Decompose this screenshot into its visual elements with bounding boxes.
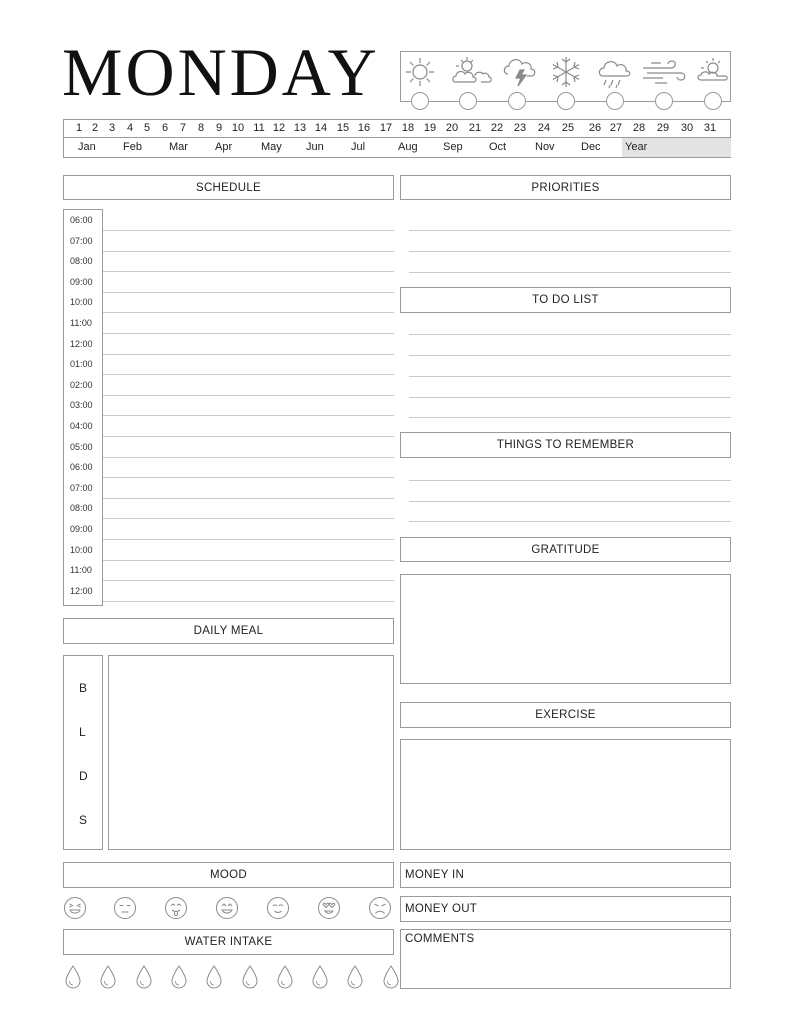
weather-checkbox[interactable] — [655, 92, 673, 110]
schedule-slot-line[interactable] — [103, 230, 394, 231]
month-option[interactable]: Jan — [78, 141, 96, 153]
schedule-slot-line[interactable] — [103, 271, 394, 272]
schedule-slot-line[interactable] — [103, 498, 394, 499]
todo-line[interactable] — [409, 355, 731, 356]
schedule-header: SCHEDULE — [63, 175, 394, 200]
todo-line[interactable] — [409, 417, 731, 418]
snowflake-icon — [548, 54, 584, 90]
schedule-slot-line[interactable] — [103, 436, 394, 437]
day-option[interactable]: 30 — [680, 122, 694, 134]
content-face-icon[interactable] — [266, 896, 290, 920]
water-drop-icon[interactable] — [64, 965, 82, 990]
weather-checkbox[interactable] — [606, 92, 624, 110]
day-option[interactable]: 31 — [703, 122, 717, 134]
meal-notes-box[interactable] — [108, 655, 394, 850]
month-option[interactable]: Dec — [581, 141, 601, 153]
day-selector — [63, 119, 731, 138]
month-option[interactable]: Jul — [351, 141, 366, 153]
day-option[interactable]: 20 — [445, 122, 459, 134]
schedule-time-label: 11:00 — [70, 318, 92, 328]
day-option[interactable]: 19 — [423, 122, 437, 134]
month-option[interactable]: Apr — [215, 141, 233, 153]
water-drop-icon[interactable] — [99, 965, 117, 990]
water-drop-icon[interactable] — [135, 965, 153, 990]
schedule-slot-line[interactable] — [103, 292, 394, 293]
meal-snack-label: S — [79, 813, 88, 827]
schedule-slot-line[interactable] — [103, 601, 394, 602]
schedule-time-label: 06:00 — [70, 215, 93, 225]
priority-line[interactable] — [409, 230, 731, 231]
day-option[interactable]: 29 — [656, 122, 670, 134]
schedule-slot-line[interactable] — [103, 312, 394, 313]
water-intake-header: WATER INTAKE — [63, 929, 394, 955]
remember-line[interactable] — [409, 480, 731, 481]
schedule-slot-line[interactable] — [103, 560, 394, 561]
gratitude-header: GRATITUDE — [400, 537, 731, 562]
mood-header: MOOD — [63, 862, 394, 888]
heart-eyes-face-icon[interactable] — [317, 896, 341, 920]
water-drop-icon[interactable] — [241, 965, 259, 990]
day-option[interactable]: 3 — [108, 122, 116, 134]
schedule-time-label: 10:00 — [70, 545, 93, 555]
schedule-slot-line[interactable] — [103, 333, 394, 334]
weather-checkbox[interactable] — [704, 92, 722, 110]
sun-behind-cloud-icon — [695, 54, 731, 90]
smiling-face-icon[interactable] — [215, 896, 239, 920]
weather-checkbox[interactable] — [411, 92, 429, 110]
water-drop-icon[interactable] — [276, 965, 294, 990]
month-option[interactable]: Mar — [169, 141, 188, 153]
annoyed-face-icon[interactable] — [113, 896, 137, 920]
schedule-time-label: 08:00 — [70, 256, 93, 266]
day-option[interactable]: 23 — [513, 122, 527, 134]
water-drop-icon[interactable] — [311, 965, 329, 990]
tongue-face-icon[interactable] — [164, 896, 188, 920]
money-out-field[interactable]: MONEY OUT — [400, 896, 731, 922]
todo-line[interactable] — [409, 334, 731, 335]
exercise-header: EXERCISE — [400, 702, 731, 728]
month-option[interactable]: Oct — [489, 141, 507, 153]
angry-face-icon[interactable] — [368, 896, 392, 920]
month-selector — [63, 138, 731, 158]
month-option[interactable]: May — [261, 141, 282, 153]
schedule-time-label: 12:00 — [70, 586, 93, 596]
day-option[interactable]: 17 — [379, 122, 393, 134]
schedule-slot-line[interactable] — [103, 539, 394, 540]
water-drop-icon[interactable] — [382, 965, 400, 990]
meal-breakfast-label: B — [79, 681, 88, 695]
schedule-time-label: 03:00 — [70, 400, 93, 410]
schedule-slot-line[interactable] — [103, 518, 394, 519]
schedule-time-label: 05:00 — [70, 442, 93, 452]
priorities-header: PRIORITIES — [400, 175, 731, 200]
year-label: Year — [625, 141, 648, 153]
day-option[interactable]: 28 — [632, 122, 646, 134]
schedule-time-label: 10:00 — [70, 297, 93, 307]
schedule-time-label: 02:00 — [70, 380, 93, 390]
gratitude-box[interactable] — [400, 574, 731, 684]
daily-meal-header: DAILY MEAL — [63, 618, 394, 644]
comments-box[interactable]: COMMENTS — [400, 929, 731, 989]
day-option[interactable]: 27 — [609, 122, 623, 134]
day-option[interactable]: 21 — [468, 122, 482, 134]
water-drop-icon[interactable] — [346, 965, 364, 990]
thunderstorm-icon — [501, 54, 537, 90]
schedule-time-label: 11:00 — [70, 565, 92, 575]
schedule-time-label: 07:00 — [70, 483, 93, 493]
schedule-time-label: 06:00 — [70, 462, 93, 472]
schedule-slot-line[interactable] — [103, 415, 394, 416]
schedule-slot-line[interactable] — [103, 354, 394, 355]
day-option[interactable]: 18 — [401, 122, 415, 134]
month-option[interactable]: Feb — [123, 141, 142, 153]
weather-checkbox[interactable] — [557, 92, 575, 110]
priority-line[interactable] — [409, 272, 731, 273]
day-option[interactable]: 12 — [272, 122, 286, 134]
day-option[interactable]: 1 — [75, 122, 83, 134]
remember-header: THINGS TO REMEMBER — [400, 432, 731, 458]
day-option[interactable]: 11 — [253, 122, 265, 134]
weather-checkbox[interactable] — [508, 92, 526, 110]
year-field[interactable] — [622, 138, 731, 157]
todo-line[interactable] — [409, 397, 731, 398]
day-option[interactable]: 13 — [293, 122, 307, 134]
day-option[interactable]: 16 — [357, 122, 371, 134]
day-option[interactable]: 10 — [231, 122, 245, 134]
wind-icon — [641, 54, 687, 90]
schedule-slot-line[interactable] — [103, 580, 394, 581]
day-option[interactable]: 25 — [561, 122, 575, 134]
schedule-slot-line[interactable] — [103, 374, 394, 375]
day-option[interactable]: 15 — [336, 122, 350, 134]
todo-line[interactable] — [409, 376, 731, 377]
rain-cloud-icon — [596, 54, 632, 90]
sun-icon — [402, 54, 438, 90]
meal-lunch-label: L — [79, 725, 86, 739]
remember-line[interactable] — [409, 521, 731, 522]
meal-dinner-label: D — [79, 769, 88, 783]
weather-checkbox[interactable] — [459, 92, 477, 110]
schedule-time-label: 09:00 — [70, 524, 93, 534]
exercise-box[interactable] — [400, 739, 731, 850]
schedule-time-label: 04:00 — [70, 421, 93, 431]
remember-line[interactable] — [409, 501, 731, 502]
month-option[interactable]: Sep — [443, 141, 463, 153]
day-option[interactable]: 24 — [537, 122, 551, 134]
todo-header: TO DO LIST — [400, 287, 731, 313]
day-option[interactable]: 4 — [126, 122, 134, 134]
day-option[interactable]: 26 — [588, 122, 602, 134]
money-in-field[interactable]: MONEY IN — [400, 862, 731, 888]
schedule-time-label: 09:00 — [70, 277, 93, 287]
schedule-time-label: 01:00 — [70, 359, 93, 369]
day-option[interactable]: 6 — [161, 122, 169, 134]
schedule-slot-line[interactable] — [103, 395, 394, 396]
water-drop-icon[interactable] — [170, 965, 188, 990]
schedule-slot-line[interactable] — [103, 477, 394, 478]
month-option[interactable]: Nov — [535, 141, 555, 153]
day-option[interactable]: 8 — [197, 122, 205, 134]
day-option[interactable]: 9 — [215, 122, 223, 134]
schedule-slot-line[interactable] — [103, 251, 394, 252]
day-option[interactable]: 22 — [490, 122, 504, 134]
schedule-time-label: 08:00 — [70, 503, 93, 513]
day-option[interactable]: 7 — [179, 122, 187, 134]
day-option[interactable]: 5 — [143, 122, 151, 134]
schedule-time-label: 07:00 — [70, 236, 93, 246]
day-option[interactable]: 2 — [91, 122, 99, 134]
schedule-slot-line[interactable] — [103, 457, 394, 458]
month-option[interactable]: Jun — [306, 141, 324, 153]
laughing-face-icon[interactable] — [63, 896, 87, 920]
page-title: MONDAY — [62, 34, 380, 110]
schedule-time-label: 12:00 — [70, 339, 93, 349]
water-drop-icon[interactable] — [205, 965, 223, 990]
month-option[interactable]: Aug — [398, 141, 418, 153]
day-option[interactable]: 14 — [314, 122, 328, 134]
partly-cloudy-icon — [451, 54, 493, 90]
priority-line[interactable] — [409, 251, 731, 252]
